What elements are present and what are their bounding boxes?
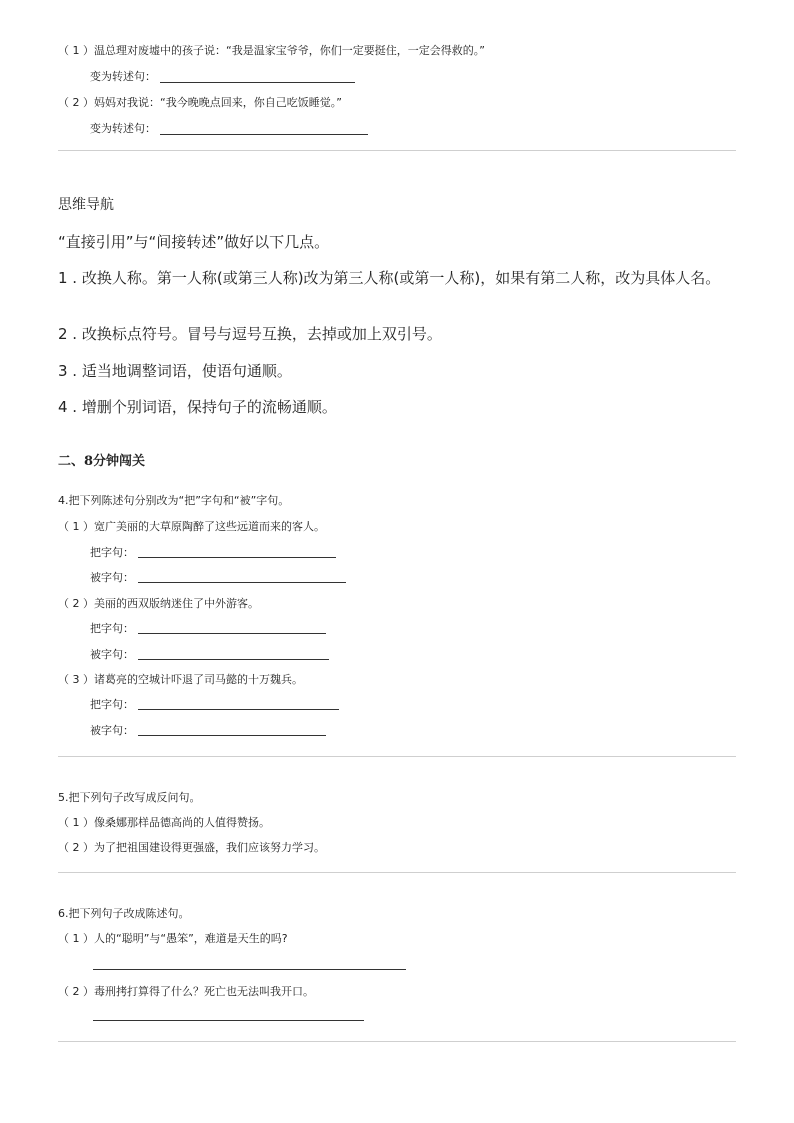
q6-item-1-answer-line[interactable]: [93, 969, 406, 970]
q6-item-1-text: 人的“聪明”与“愚笨”，难道是天生的吗?: [94, 932, 288, 945]
q5-item-1-text: 像桑娜那样品德高尚的人值得赞扬。: [94, 816, 270, 829]
q5-item-1-number: （ 1 ）: [58, 816, 94, 829]
q4-item-2-bei-label: 被字句：: [90, 648, 134, 661]
q4-item-3-ba-line[interactable]: [138, 709, 339, 710]
q4-item-3-bei-line[interactable]: [138, 735, 326, 736]
q4-item-2: [58, 597, 259, 611]
q1-number: （ 1 ）: [58, 44, 94, 57]
q6-item-2-number: （ 2 ）: [58, 985, 94, 998]
q4-item-1-bei-label: 被字句：: [90, 571, 134, 584]
q6-item-2-answer-line[interactable]: [93, 1020, 364, 1021]
mind-nav-title: 思维导航: [58, 197, 114, 213]
mind-nav-point-3: 3 . 适当地调整词语，使语句通顺。: [58, 362, 292, 380]
divider-2: [58, 756, 736, 757]
q4-item-2-number: （ 2 ）: [58, 597, 94, 610]
q5-item-1: [58, 816, 270, 830]
q4-item-2-bei-line[interactable]: [138, 659, 329, 660]
divider-3: [58, 872, 736, 873]
q6-item-1-number: （ 1 ）: [58, 932, 94, 945]
q4-item-1: [58, 520, 325, 534]
q4-item-3-bei-label: 被字句：: [90, 724, 134, 737]
q1-line: [58, 44, 485, 58]
q4-item-1-number: （ 1 ）: [58, 520, 94, 533]
q2-answer-line[interactable]: [160, 134, 368, 135]
q5-item-2: [58, 841, 325, 855]
q4-title: 4.把下列陈述句分别改为“把”字句和“被”字句。: [58, 494, 290, 507]
q2-number: （ 2 ）: [58, 96, 94, 109]
q1-text: 温总理对废墟中的孩子说：“我是温家宝爷爷，你们一定要挺住，一定会得救的。”: [94, 44, 485, 57]
q4-item-2-text: 美丽的西双版纳迷住了中外游客。: [94, 597, 259, 610]
q1-answer-label: 变为转述句：: [90, 70, 156, 83]
q5-item-2-number: （ 2 ）: [58, 841, 94, 854]
q4-item-2-ba-label: 把字句：: [90, 622, 134, 635]
q4-item-2-ba-line[interactable]: [138, 633, 326, 634]
q6-item-2: [58, 985, 314, 999]
q2-answer-label: 变为转述句：: [90, 122, 156, 135]
q4-item-3: [58, 673, 303, 687]
mind-nav-intro: “直接引用”与“间接转述”做好以下几点。: [58, 233, 330, 251]
divider-4: [58, 1041, 736, 1042]
q4-item-1-text: 宽广美丽的大草原陶醉了这些远道而来的客人。: [94, 520, 325, 533]
q5-title: 5.把下列句子改写成反问句。: [58, 791, 201, 804]
q2-line: [58, 96, 342, 110]
q4-item-1-ba-label: 把字句：: [90, 546, 134, 559]
q1-answer-line[interactable]: [160, 82, 355, 83]
q4-item-3-number: （ 3 ）: [58, 673, 94, 686]
q2-text: 妈妈对我说：“我今晚晚点回来，你自己吃饭睡觉。”: [94, 96, 342, 109]
mind-nav-point-2: 2 . 改换标点符号。冒号与逗号互换，去掉或加上双引号。: [58, 325, 442, 343]
q4-item-1-ba-line[interactable]: [138, 557, 336, 558]
divider-1: [58, 150, 736, 151]
q4-item-3-text: 诸葛亮的空城计吓退了司马懿的十万魏兵。: [94, 673, 303, 686]
q5-item-2-text: 为了把祖国建设得更强盛，我们应该努力学习。: [94, 841, 325, 854]
q4-item-3-ba-label: 把字句：: [90, 698, 134, 711]
section2-heading: 二、8分钟闯关: [58, 454, 146, 469]
q6-item-2-text: 毒刑拷打算得了什么？死亡也无法叫我开口。: [94, 985, 314, 998]
q6-item-1: [58, 932, 288, 946]
q6-title: 6.把下列句子改成陈述句。: [58, 907, 190, 920]
mind-nav-point-4: 4 . 增删个别词语，保持句子的流畅通顺。: [58, 398, 337, 416]
mind-nav-point-1: 1 . 改换人称。第一人称(或第三人称)改为第三人称(或第一人称)，如果有第二人称，改为具体人名。: [58, 269, 721, 287]
q4-item-1-bei-line[interactable]: [138, 582, 346, 583]
